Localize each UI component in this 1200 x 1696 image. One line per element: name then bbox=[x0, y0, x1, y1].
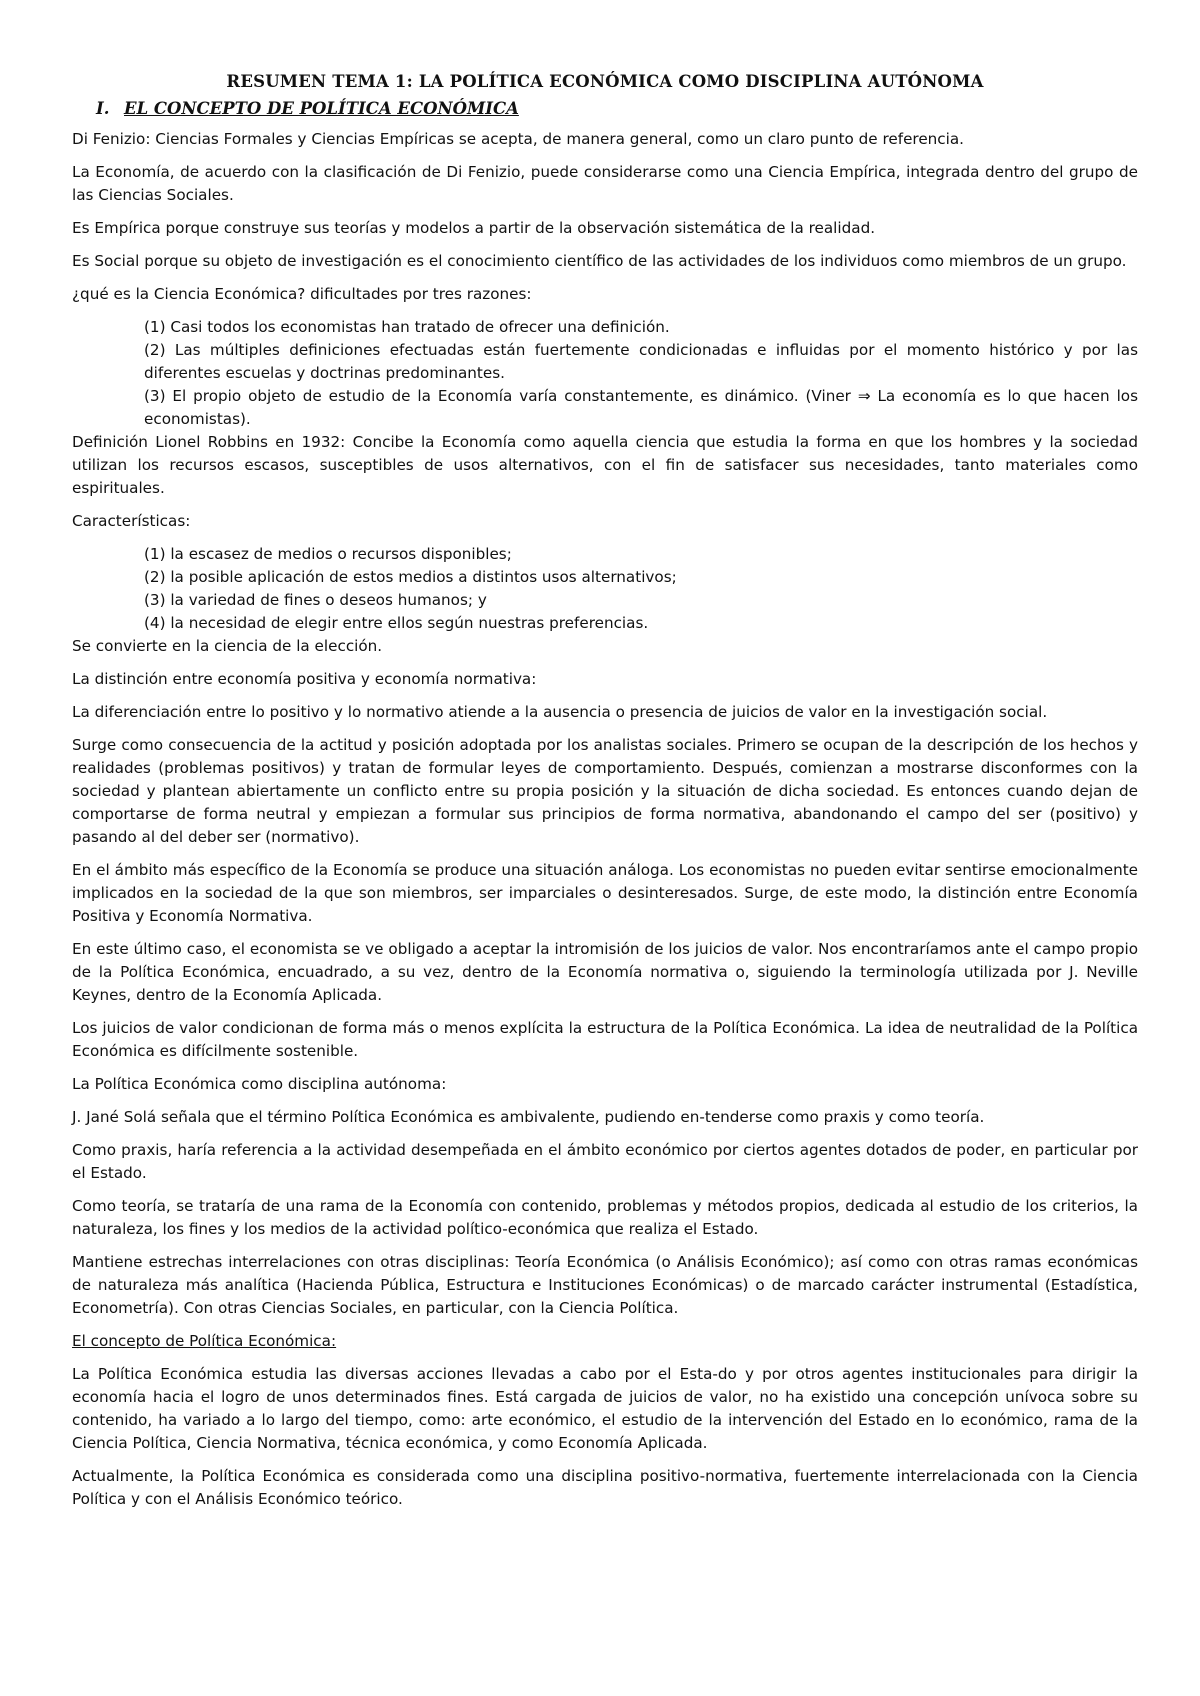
paragraph: La diferenciación entre lo positivo y lo normativo atiende a la ausencia o presencia de juicios de valor en la investigación social. bbox=[72, 703, 1048, 721]
paragraph: Es Empírica porque construye sus teorías y modelos a partir de la observación sistemática de la realidad. bbox=[72, 219, 876, 237]
paragraph: La Política Económica estudia las diversas acciones llevadas a cabo por el Esta-do y por otros agentes institucionales para dirigir la economía hacia el logro de unos determinados fines. Está cargada de juicios de valor, no ha existido una concepción unívoca sobre su contenido, ha variado a lo largo del tiempo, como: arte económico, el estudio de la intervención del Estado en lo económico, rama de la Ciencia Política, Ciencia Normativa, técnica económica, y como Economía Aplicada. bbox=[72, 1365, 1138, 1452]
paragraph: Características: bbox=[72, 512, 191, 530]
paragraph: Es Social porque su objeto de investigación es el conocimiento científico de las actividades de los individuos como miembros de un grupo. bbox=[72, 252, 1127, 270]
list-item: (2) Las múltiples definiciones efectuadas están fuertemente condicionadas e influidas por el momento histórico y por las diferentes escuelas y doctrinas predominantes. bbox=[144, 341, 1138, 382]
subheading bbox=[72, 1330, 1138, 1353]
list-item: (1) Casi todos los economistas han tratado de ofrecer una definición. bbox=[144, 318, 670, 336]
paragraph: La distinción entre economía positiva y economía normativa: bbox=[72, 670, 537, 688]
paragraph: Los juicios de valor condicionan de forma más o menos explícita la estructura de la Política Económica. La idea de neutralidad de la Política Económica es difícilmente sostenible. bbox=[72, 1019, 1138, 1060]
section-title: EL CONCEPTO DE POLÍTICA ECONÓMICA bbox=[124, 99, 519, 118]
paragraph: Definición Lionel Robbins en 1932: Concibe la Economía como aquella ciencia que estudia la forma en que los hombres y la sociedad utilizan los recursos escasos, susceptibles de usos alternativos, con el fin de satisfacer sus necesidades, tanto materiales como espirituales. bbox=[72, 433, 1138, 497]
section-heading bbox=[96, 99, 1138, 118]
paragraph: Se convierte en la ciencia de la elección. bbox=[72, 637, 383, 655]
characteristics-list bbox=[72, 543, 1138, 635]
paragraph: En el ámbito más específico de la Economía se produce una situación análoga. Los economistas no pueden evitar sentirse emocionalmente implicados en la sociedad de la que son miembros, ser imparciales o desinteresados. Surge, de este modo, la distinción entre Economía Positiva y Economía Normativa. bbox=[72, 861, 1138, 925]
paragraph: La Economía, de acuerdo con la clasificación de Di Fenizio, puede considerarse como una Ciencia Empírica, integrada dentro del grupo de las Ciencias Sociales. bbox=[72, 163, 1138, 204]
paragraph: Surge como consecuencia de la actitud y posición adoptada por los analistas sociales. Primero se ocupan de la descripción de los hechos y realidades (problemas positivos) y tratan de formular leyes de comportamiento. Después, comienzan a mostrarse disconformes con la sociedad y plantean abiertamente un conflicto entre su propia posición y la situación de dicha sociedad. Es entonces cuando dejan de comportarse de forma neutral y empiezan a formular sus principios de forma normativa, abandonando el campo del ser (positivo) y pasando al del deber ser (normativo). bbox=[72, 736, 1138, 846]
section-number: I. bbox=[96, 99, 110, 118]
paragraph: Di Fenizio: Ciencias Formales y Ciencias Empíricas se acepta, de manera general, como un claro punto de referencia. bbox=[72, 130, 965, 148]
paragraph: ¿qué es la Ciencia Económica? dificultades por tres razones: bbox=[72, 285, 532, 303]
list-item: (2) la posible aplicación de estos medios a distintos usos alternativos; bbox=[144, 568, 677, 586]
paragraph: J. Jané Solá señala que el término Política Económica es ambivalente, pudiendo en-tenderse como praxis y como teoría. bbox=[72, 1108, 985, 1126]
document-title: RESUMEN TEMA 1: LA POLÍTICA ECONÓMICA COMO DISCIPLINA AUTÓNOMA bbox=[226, 72, 984, 91]
paragraph: Actualmente, la Política Económica es considerada como una disciplina positivo-normativa, fuertemente interrelacionada con la Ciencia Política y con el Análisis Económico teórico. bbox=[72, 1467, 1138, 1508]
paragraph: La Política Económica como disciplina autónoma: bbox=[72, 1075, 447, 1093]
subheading-text: El concepto de Política Económica: bbox=[72, 1332, 337, 1350]
document-page bbox=[72, 72, 1138, 1521]
list-item: (3) El propio objeto de estudio de la Economía varía constantemente, es dinámico. (Viner ⇒ La economía es lo que hacen los economistas). bbox=[144, 387, 1138, 428]
list-item: (3) la variedad de fines o deseos humanos; y bbox=[144, 591, 487, 609]
list-item: (4) la necesidad de elegir entre ellos según nuestras preferencias. bbox=[144, 614, 649, 632]
paragraph: En este último caso, el economista se ve obligado a aceptar la intromisión de los juicios de valor. Nos encontraríamos ante el campo propio de la Política Económica, encuadrado, a su vez, dentro de la Economía normativa o, siguiendo la terminología utilizada por J. Neville Keynes, dentro de la Economía Aplicada. bbox=[72, 940, 1138, 1004]
reasons-list bbox=[72, 316, 1138, 431]
paragraph: Como praxis, haría referencia a la actividad desempeñada en el ámbito económico por ciertos agentes dotados de poder, en particular por el Estado. bbox=[72, 1141, 1138, 1182]
list-item: (1) la escasez de medios o recursos disponibles; bbox=[144, 545, 512, 563]
paragraph: Mantiene estrechas interrelaciones con otras disciplinas: Teoría Económica (o Análisis Económico); así como con otras ramas económicas de naturaleza más analítica (Hacienda Pública, Estructura e Instituciones Económicas) o de marcado carácter instrumental (Estadística, Econometría). Con otras Ciencias Sociales, en particular, con la Ciencia Política. bbox=[72, 1253, 1138, 1317]
paragraph: Como teoría, se trataría de una rama de la Economía con contenido, problemas y métodos propios, dedicada al estudio de los criterios, la naturaleza, los fines y los medios de la actividad político-económica que realiza el Estado. bbox=[72, 1197, 1138, 1238]
